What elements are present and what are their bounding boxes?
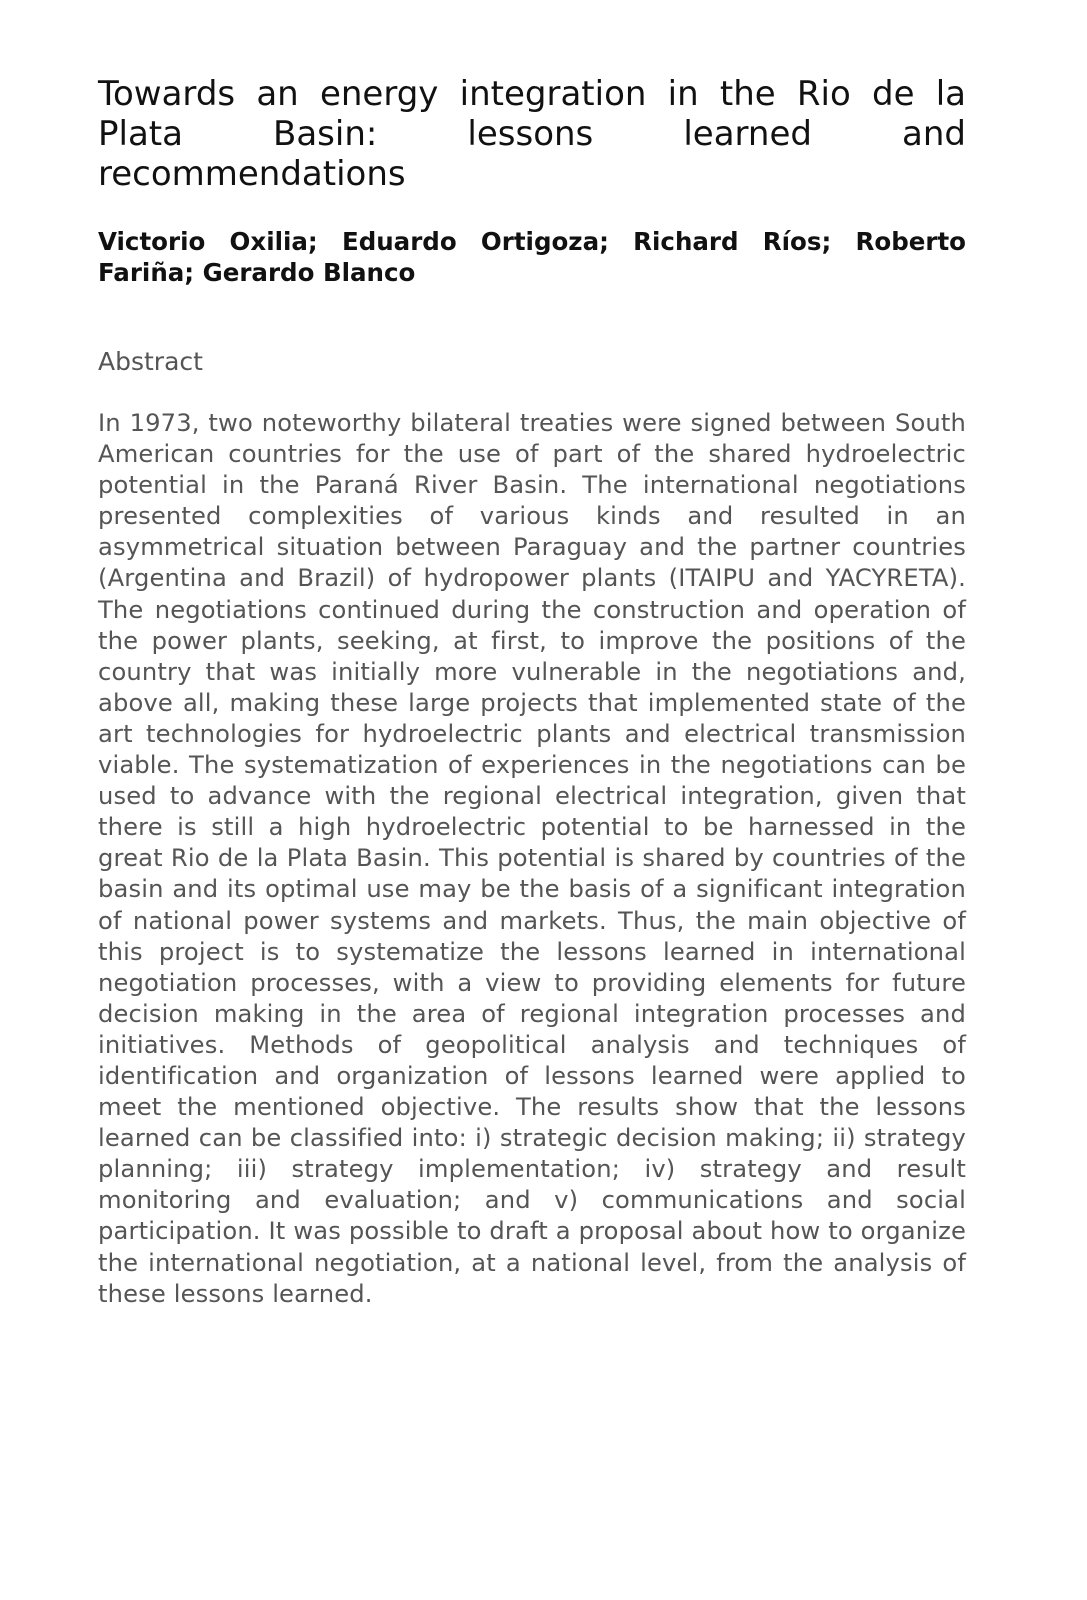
- abstract-body: In 1973, two noteworthy bilateral treaties were signed between South American countries for the use of part of the shared hydroelectric potential in the Paraná River Basin. The international negotiations presented complexities of various kinds and resulted in an asymmetrical situation between Paraguay and the partner countries (Argentina and Brazil) of hydropower plants (ITAIPU and YACYRETA). The negotiations continued during the construction and operation of the power plants, seeking, at first, to improve the positions of the country that was initially more vulnerable in the negotiations and, above all, making these large projects that implemented state of the art technologies for hydroelectric plants and electrical transmission viable. The systematization of experiences in the negotiations can be used to advance with the regional electrical integration, given that there is still a high hydroelectric potential to be harnessed in the great Rio de la Plata Basin. This potential is shared by countries of the basin and its optimal use may be the basis of a significant integration of national power systems and markets. Thus, the main objective of this project is to systematize the lessons learned in international negotiation processes, with a view to providing elements for future decision making in the area of regional integration processes and initiatives. Methods of geopolitical analysis and techniques of identification and organization of lessons learned were applied to meet the mentioned objective. The results show that the lessons learned can be classified into: i) strategic decision making; ii) strategy planning; iii) strategy implementation; iv) strategy and result monitoring and evaluation; and v) communications and social participation. It was possible to draft a proposal about how to organize the international negotiation, at a national level, from the analysis of these lessons learned.: [98, 409, 966, 1308]
- paper-page: [98, 74, 966, 1310]
- abstract-heading: Abstract: [98, 347, 203, 376]
- paper-authors: Victorio Oxilia; Eduardo Ortigoza; Richard Ríos; Roberto Fariña; Gerardo Blanco: [98, 227, 966, 287]
- paper-title: Towards an energy integration in the Rio de la Plata Basin: lessons learned and recommendations: [98, 74, 966, 194]
